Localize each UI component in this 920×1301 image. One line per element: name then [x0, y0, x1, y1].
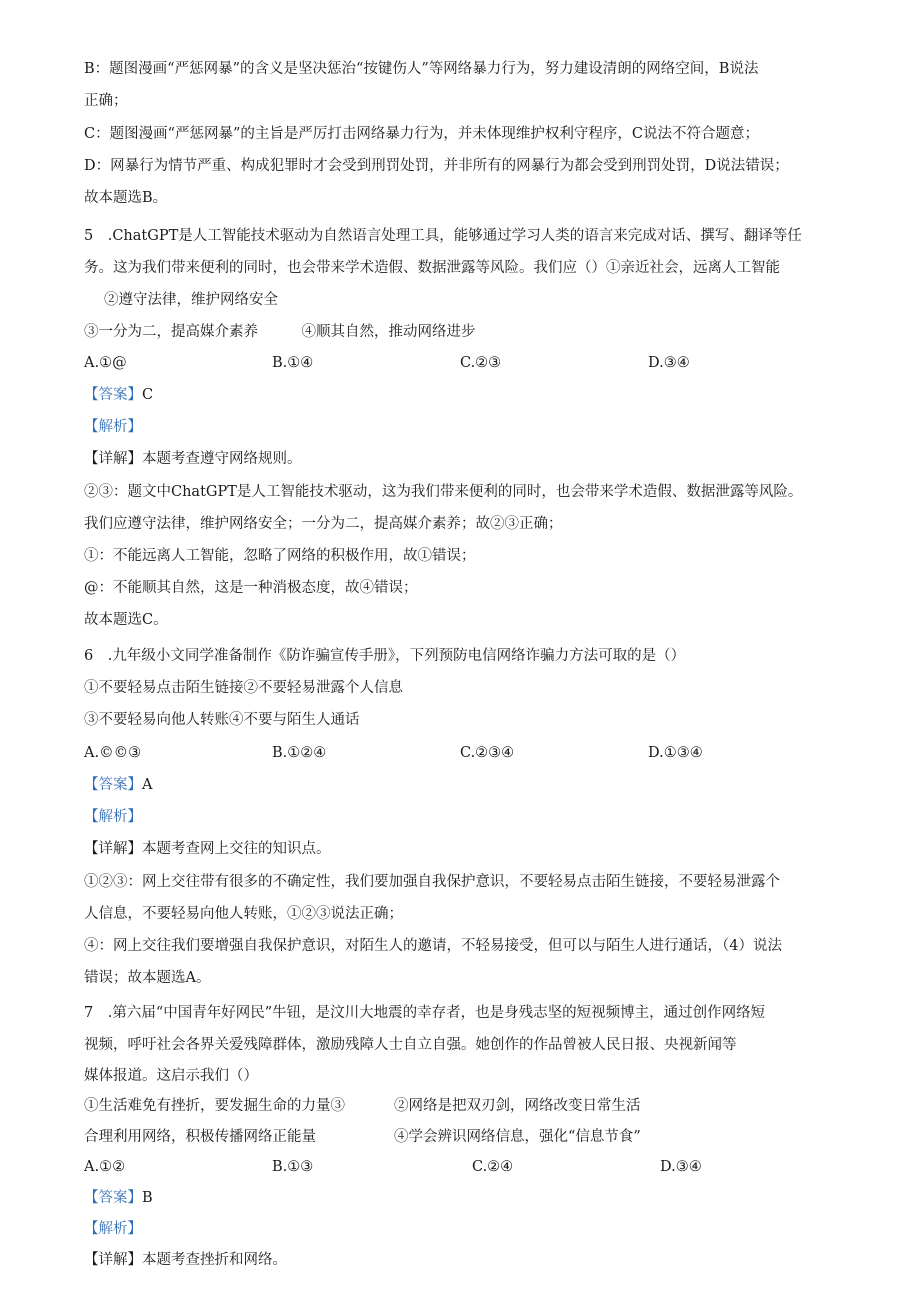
q4-option-b-explanation-line1: B：题图漫画“严惩网暴”的含义是坚决惩治“按键伤人”等网络暴力行为，努力建设清朗的网络空间，B说法	[84, 61, 759, 77]
q5-option-b: B.①④	[272, 355, 314, 371]
q6-explanation-line3: ④：网上交往我们要增强自我保护意识，对陌生人的邀请，不轻易接受，但可以与陌生人进行通话，（4）说法	[84, 938, 782, 954]
q7-option-d: D.③④	[660, 1159, 702, 1175]
q6-option-a: A.©©③	[84, 745, 142, 761]
q4-conclusion: 故本题选B。	[84, 190, 168, 206]
q6-explanation-line1: ①②③：网上交往带有很多的不确定性，我们要加强自我保护意识，不要轻易点击陌生链接，不要轻易泄露个	[84, 874, 780, 890]
detail-text: 本题考查网上交往的知识点。	[142, 841, 331, 857]
q5-explanation-line2: 我们应遵守法律，维护网络安全；一分为二，提高媒介素养；故②③正确；	[84, 516, 563, 532]
q6-detail	[84, 839, 331, 859]
q5-stem-line4: ③一分为二，提高媒介素养 ④顺其自然，推动网络进步	[84, 324, 476, 340]
answer-value: A	[142, 777, 153, 793]
q7-statement-1: ①生活难免有挫折，要发掘生命的力量③	[84, 1098, 345, 1114]
q5-option-d: D.③④	[648, 355, 690, 371]
q5-explanation-line4: @：不能顺其自然，这是一种消极态度，故④错误；	[84, 580, 418, 596]
q5-answer	[84, 385, 153, 405]
q7-detail	[84, 1250, 287, 1270]
q5-option-a: A.①@	[84, 355, 127, 371]
detail-tag: 【详解】	[84, 451, 142, 467]
detail-tag: 【详解】	[84, 841, 142, 857]
q6-option-c: C.②③④	[460, 745, 515, 761]
detail-text: 本题考查遵守网络规则。	[142, 451, 302, 467]
q7-option-c: C.②④	[472, 1159, 514, 1175]
q5-stem-line1: 5 .ChatGPT是人工智能技术驱动为自然语言处理工具，能够通过学习人类的语言来完成对话、撰写、翻译等任	[84, 228, 802, 244]
q5-explanation-line3: ①：不能远离人工智能，忽略了网络的积极作用，故①错误；	[84, 548, 476, 564]
q5-option-c: C.②③	[460, 355, 502, 371]
q6-stem-line2: ①不要轻易点击陌生链接②不要轻易泄露个人信息	[84, 680, 403, 696]
q4-option-d-explanation: D：网暴行为情节严重、构成犯罪时才会受到刑罚处罚，并非所有的网暴行为都会受到刑罚处罚，D说法错误；	[84, 158, 789, 174]
answer-tag: 【答案】	[84, 1190, 142, 1206]
q7-option-a: A.①②	[84, 1159, 126, 1175]
answer-value: B	[142, 1190, 153, 1206]
q6-analysis-tag: 【解析】	[84, 809, 142, 825]
q5-explanation-line1: ②③：题文中ChatGPT是人工智能技术驱动，这为我们带来便利的同时，也会带来学术造假、数据泄露等风险。	[84, 484, 803, 500]
q6-stem-line3: ③不要轻易向他人转账④不要与陌生人通话	[84, 712, 360, 728]
q6-option-d: D.①③④	[648, 745, 703, 761]
q6-explanation-line2: 人信息，不要轻易向他人转账，①②③说法正确；	[84, 906, 403, 922]
q6-option-b: B.①②④	[272, 745, 327, 761]
q7-option-b: B.①③	[272, 1159, 314, 1175]
q7-statement-4: ④学会辨识网络信息，强化“信息节食”	[394, 1129, 641, 1145]
q6-explanation-line4: 错误；故本题选A。	[84, 970, 211, 986]
detail-tag: 【详解】	[84, 1252, 142, 1268]
q4-option-c-explanation: C：题图漫画“严惩网暴”的主旨是严厉打击网络暴力行为，并未体现维护权利守程序，C说法不符合题意；	[84, 126, 760, 142]
q7-statement-2: ②网络是把双刃剑，网络改变日常生活	[394, 1098, 641, 1114]
q5-stem-line3: ②遵守法律，维护网络安全	[104, 292, 278, 308]
answer-tag: 【答案】	[84, 777, 142, 793]
q5-conclusion: 故本题选C。	[84, 612, 168, 628]
q7-stem-line3: 媒体报道。这启示我们（）	[84, 1068, 258, 1084]
answer-tag: 【答案】	[84, 387, 142, 403]
detail-text: 本题考查挫折和网络。	[142, 1252, 287, 1268]
q7-stem-line2: 视频，呼吁社会各界关爱残障群体，激励残障人士自立自强。她创作的作品曾被人民日报、央视新闻等	[84, 1037, 737, 1053]
q6-stem-line1: 6 .九年级小文同学准备制作《防诈骗宣传手册》，下列预防电信网络诈骗力方法可取的是（）	[84, 648, 686, 664]
q7-stem-line1: 7 .第六届“中国青年好网民”牛钮，是汶川大地震的幸存者，也是身残志坚的短视频博主，通过创作网络短	[84, 1005, 766, 1021]
q4-option-b-explanation-line2: 正确；	[84, 93, 128, 109]
q7-answer	[84, 1188, 153, 1208]
q7-statement-3: 合理利用网络，积极传播网络正能量	[84, 1129, 316, 1145]
q7-analysis-tag: 【解析】	[84, 1221, 142, 1237]
q5-detail	[84, 449, 302, 469]
q6-answer	[84, 775, 152, 795]
q5-stem-line2: 务。这为我们带来便利的同时，也会带来学术造假、数据泄露等风险。我们应（）①亲近社会，远离人工智能	[84, 260, 780, 276]
answer-value: C	[142, 387, 154, 403]
q5-analysis-tag: 【解析】	[84, 419, 142, 435]
